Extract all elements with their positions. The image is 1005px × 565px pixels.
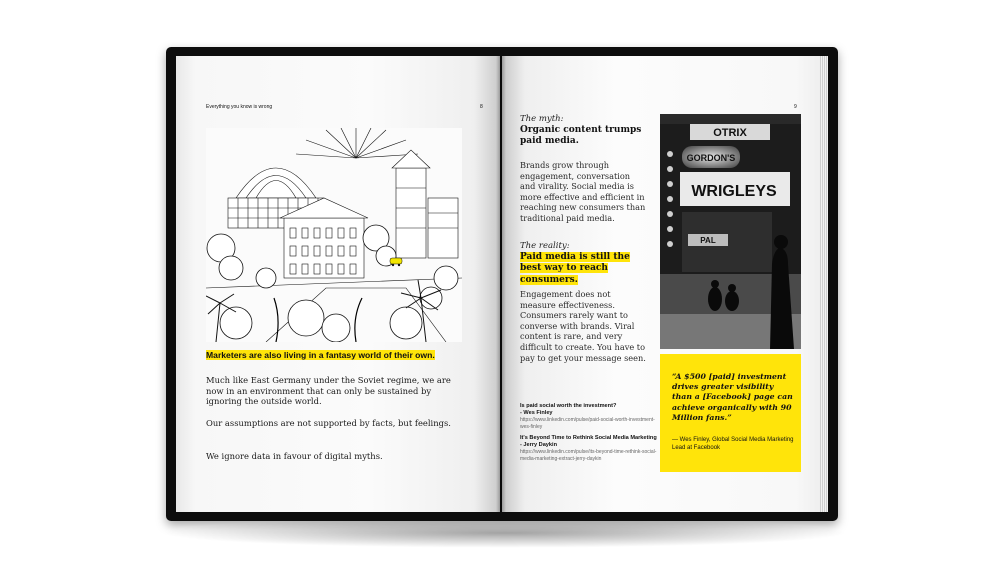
left-page <box>176 56 500 512</box>
quote-attribution: — Wes Finley, Global Social Media Marketing Lead at Facebook <box>672 437 794 451</box>
references <box>520 403 660 467</box>
myth-label: The myth: <box>520 114 564 124</box>
city-illustration <box>206 128 462 342</box>
book-gutter <box>496 56 506 512</box>
paragraph-3: We ignore data in favour of digital myths. <box>206 451 383 461</box>
times-square-photo <box>660 114 801 349</box>
pull-quote-box <box>660 354 801 472</box>
paragraph-2: Our assumptions are not supported by facts, but feelings. <box>206 418 451 428</box>
lead-highlight: Marketers are also living in a fantasy world of their own. <box>206 350 435 360</box>
reference-url: https://www.linkedin.com/pulse/its-beyond-time-rethink-social-media-marketing-extract-jerry-daykin <box>520 449 657 462</box>
sign-text: WRIGLEYS <box>691 183 777 200</box>
running-head: Everything you know is wrong <box>206 104 273 110</box>
yellow-car <box>390 258 402 264</box>
myth-title: Organic content trumps paid media. <box>520 125 642 146</box>
right-page <box>502 56 828 512</box>
reference-title: Is paid social worth the investment? - Wes Finley <box>520 403 617 416</box>
sign-text: OTRIX <box>713 127 747 139</box>
reality-label: The reality: <box>520 241 570 251</box>
reality-title: Paid media is still the best way to reach consumers. <box>520 252 630 285</box>
page-edges <box>820 56 828 512</box>
reality-body: Engagement does not measure effectiveness. Consumers rarely want to converse with brands. Viral content is rare, and very difficult to create. You have to pay to get your message seen. <box>520 289 646 363</box>
book-shadow <box>160 518 850 548</box>
page-number-left: 8 <box>480 104 483 110</box>
sign-text: GORDON'S <box>686 153 736 163</box>
reference-url: https://www.linkedin.com/pulse/paid-social-worth-investment-wes-finley <box>520 417 655 430</box>
page-number-right: 9 <box>794 104 797 110</box>
reference-title: It's Beyond Time to Rethink Social Media Marketing - Jerry Daykin <box>520 435 657 449</box>
myth-body: Brands grow through engagement, conversation and virality. Social media is more effective and efficient in reaching new consumers than traditional paid media. <box>520 160 646 223</box>
pull-quote: “A $500 [paid] investment drives greater visibility than a [Facebook] page can achieve organically with 90 Million fans.” <box>672 372 793 422</box>
sign-text: PAL <box>700 236 716 245</box>
paragraph-1: Much like East Germany under the Soviet regime, we are now in an environment that can only be sustained by ignoring the outside world. <box>206 375 451 406</box>
